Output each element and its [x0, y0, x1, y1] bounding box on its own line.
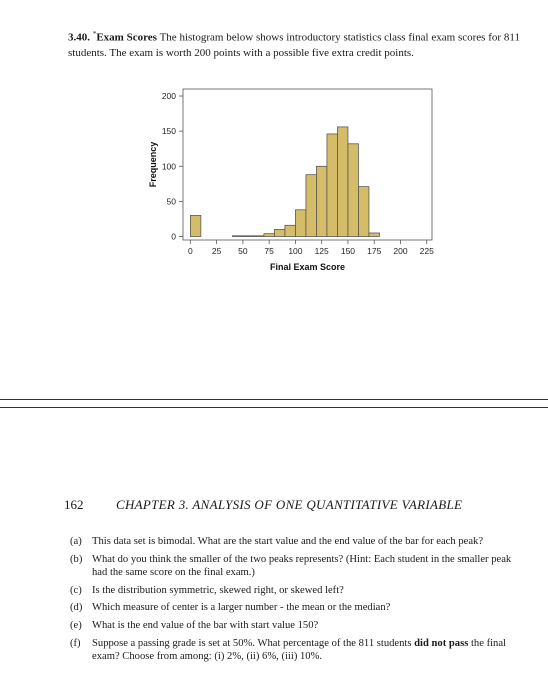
- question-label: (b): [70, 553, 83, 565]
- question-list: [68, 535, 520, 668]
- histogram-bar: [285, 225, 296, 236]
- x-tick-label: 100: [288, 246, 303, 256]
- question-d: [68, 601, 520, 615]
- histogram-bar: [190, 215, 201, 236]
- question-label: (a): [70, 536, 82, 547]
- x-tick-label: 25: [211, 246, 222, 256]
- histogram-bar: [327, 134, 338, 237]
- problem-title: Exam Scores: [96, 31, 157, 44]
- page-number: 162: [64, 497, 84, 512]
- histogram-bar: [337, 127, 348, 237]
- question-b: [68, 553, 520, 580]
- histogram-bar: [316, 166, 327, 236]
- y-axis-label: Frequency: [148, 141, 158, 188]
- x-tick-label: 200: [393, 246, 408, 256]
- histogram-bar: [306, 175, 317, 237]
- problem-number: 3.40.: [68, 31, 90, 44]
- histogram-bar: [348, 144, 359, 237]
- x-tick-label: 0: [187, 246, 193, 256]
- histogram-bar: [295, 210, 306, 237]
- x-tick-label: 150: [340, 246, 356, 256]
- bottom-divider: [0, 407, 548, 408]
- question-emphasis: did not pass: [414, 637, 469, 649]
- question-text: This data set is bimodal. What are the start value and the end value of the bar for each peak?: [92, 536, 484, 547]
- question-f: [68, 637, 520, 664]
- y-tick-label: 50: [166, 196, 176, 207]
- histogram-bar: [274, 229, 285, 236]
- question-label: (c): [70, 584, 82, 596]
- question-c: [68, 584, 520, 598]
- question-text: Suppose a passing grade is set at 50%. What percentage of the 811 students: [92, 637, 415, 649]
- histogram-chart: [0, 0, 548, 300]
- x-tick-label: 225: [419, 246, 434, 256]
- x-tick-label: 175: [367, 246, 382, 256]
- question-text: Which measure of center is a larger number - the mean or the median?: [92, 602, 391, 614]
- question-text: Is the distribution symmetric, skewed right, or skewed left?: [92, 584, 344, 596]
- y-tick-label: 0: [171, 231, 176, 242]
- question-e: [68, 619, 520, 633]
- chapter-title: CHAPTER 3. ANALYSIS OF ONE QUANTITATIVE VARIABLE: [116, 497, 463, 512]
- histogram-bar: [369, 233, 380, 237]
- question-text: the final exam? Choose from among: (i) 2%, (ii) 6%, (iii) 10%.: [92, 637, 506, 663]
- question-text: What is the end value of the bar with start value 150?: [92, 619, 319, 631]
- question-label: (d): [70, 602, 83, 614]
- question-label: (e): [70, 619, 82, 631]
- histogram-bar: [253, 236, 264, 237]
- histogram-bar: [232, 236, 243, 237]
- question-a: [68, 535, 520, 549]
- question-label: (f): [70, 637, 81, 649]
- histogram-bar: [264, 234, 275, 237]
- x-axis-label: Final Exam Score: [269, 262, 346, 272]
- histogram-bar: [358, 187, 369, 237]
- y-tick-label: 150: [161, 126, 176, 137]
- x-tick-label: 75: [264, 246, 274, 256]
- histogram-bar: [243, 236, 254, 237]
- x-tick-label: 50: [238, 246, 248, 256]
- y-tick-label: 100: [161, 161, 176, 172]
- y-tick-label: 200: [161, 91, 176, 102]
- x-tick-label: 125: [314, 246, 329, 256]
- problem-text: The histogram below shows introductory statistics class final exam scores for 811 students. The exam is worth 200 points with a possible five extra credit points.: [68, 31, 520, 59]
- question-text: What do you think the smaller of the two peaks represents? (Hint: Each student in the smaller peak had the same score on the final exam.): [92, 553, 512, 579]
- top-divider: [0, 399, 548, 400]
- starred-marker: *: [92, 30, 97, 38]
